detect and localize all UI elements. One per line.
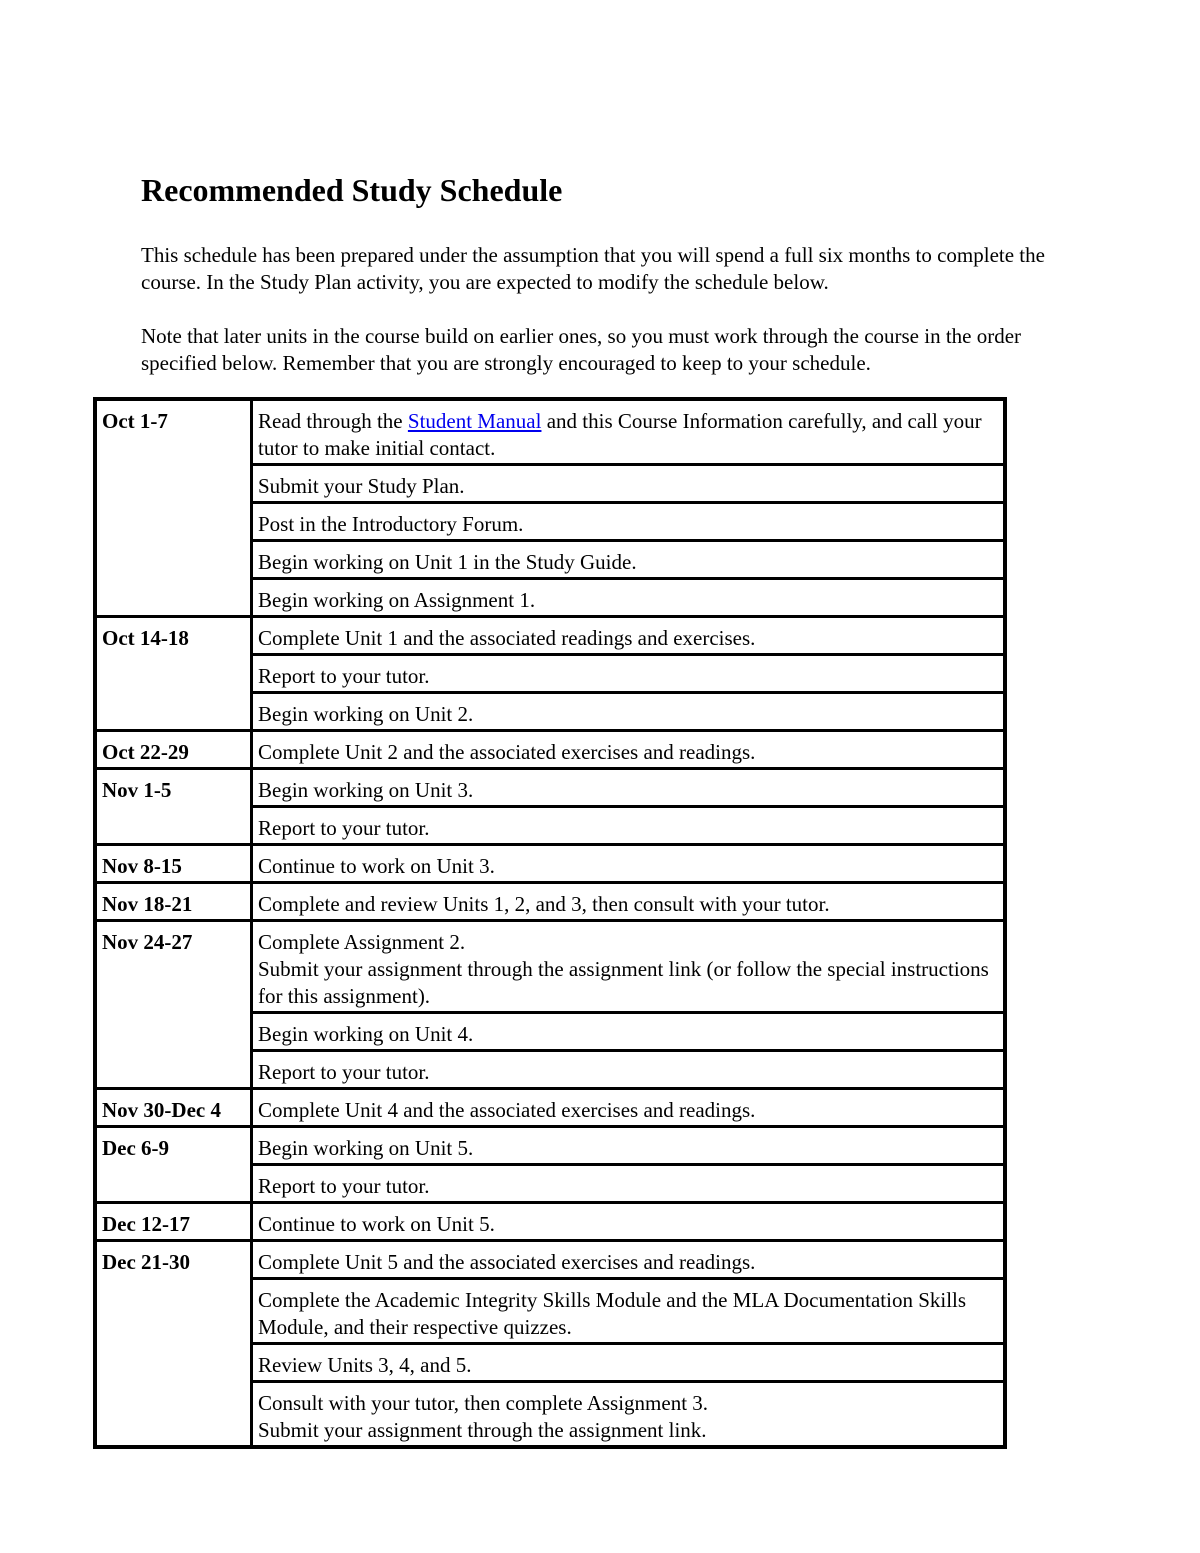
date-cell: Nov 24-27 (95, 921, 252, 1089)
table-row (95, 1241, 1005, 1279)
task-text: Submit your assignment through the assignment link. (258, 1418, 707, 1442)
task-cell (252, 883, 1006, 921)
table-row (95, 845, 1005, 883)
task-text: Report to your tutor. (258, 664, 430, 688)
date-cell: Dec 21-30 (95, 1241, 252, 1448)
table-row (95, 769, 1005, 807)
task-cell (252, 579, 1006, 617)
date-cell: Oct 22-29 (95, 731, 252, 769)
task-text: Review Units 3, 4, and 5. (258, 1353, 472, 1377)
task-cell (252, 1165, 1006, 1203)
table-row (95, 1089, 1005, 1127)
date-cell: Nov 1-5 (95, 769, 252, 845)
table-row (95, 883, 1005, 921)
task-text: Report to your tutor. (258, 1060, 430, 1084)
task-cell (252, 503, 1006, 541)
task-cell (252, 731, 1006, 769)
task-cell (252, 399, 1006, 465)
date-cell: Nov 8-15 (95, 845, 252, 883)
date-cell: Nov 18-21 (95, 883, 252, 921)
task-cell (252, 465, 1006, 503)
task-text: and this Course Information carefully, and call your tutor to make initial contact. (258, 409, 982, 460)
table-row (95, 617, 1005, 655)
task-text: Post in the Introductory Forum. (258, 512, 524, 536)
task-cell (252, 1127, 1006, 1165)
task-cell (252, 1344, 1006, 1382)
table-row (95, 1203, 1005, 1241)
task-text: Begin working on Unit 5. (258, 1136, 474, 1160)
task-cell (252, 693, 1006, 731)
task-text: Complete Unit 4 and the associated exercises and readings. (258, 1098, 756, 1122)
task-text: Complete Assignment 2. (258, 930, 466, 954)
task-cell (252, 1279, 1006, 1344)
task-cell (252, 1203, 1006, 1241)
task-text: Begin working on Unit 2. (258, 702, 474, 726)
table-row (95, 399, 1005, 465)
task-text: Begin working on Unit 4. (258, 1022, 474, 1046)
task-cell (252, 1382, 1006, 1448)
date-cell: Oct 1-7 (95, 399, 252, 617)
task-text: Continue to work on Unit 3. (258, 854, 495, 878)
schedule-table (93, 397, 1007, 1449)
date-cell: Oct 14-18 (95, 617, 252, 731)
task-cell (252, 1089, 1006, 1127)
task-text: Complete Unit 1 and the associated readings and exercises. (258, 626, 756, 650)
task-text: Begin working on Unit 1 in the Study Guide. (258, 550, 637, 574)
task-cell (252, 655, 1006, 693)
table-row (95, 1127, 1005, 1165)
table-row (95, 731, 1005, 769)
table-row (95, 921, 1005, 1013)
task-cell (252, 1051, 1006, 1089)
task-text: Continue to work on Unit 5. (258, 1212, 495, 1236)
document-body (141, 168, 1061, 404)
task-text: Complete Unit 5 and the associated exercises and readings. (258, 1250, 756, 1274)
task-text: Complete and review Units 1, 2, and 3, then consult with your tutor. (258, 892, 830, 916)
intro-paragraph: Note that later units in the course build on earlier ones, so you must work through the course in the order specified below. Remember that you are strongly encouraged to keep to your schedule. (141, 324, 1022, 375)
task-text: Report to your tutor. (258, 1174, 430, 1198)
task-cell (252, 807, 1006, 845)
task-text: Report to your tutor. (258, 816, 430, 840)
date-cell: Dec 12-17 (95, 1203, 252, 1241)
date-cell: Dec 6-9 (95, 1127, 252, 1203)
task-text: Submit your Study Plan. (258, 474, 465, 498)
task-text: Read through the (258, 409, 408, 433)
task-cell (252, 769, 1006, 807)
intro-paragraph: This schedule has been prepared under the assumption that you will spend a full six months to complete the course. In the Study Plan activity, you are expected to modify the schedule below. (141, 243, 1045, 294)
task-cell (252, 1241, 1006, 1279)
task-cell (252, 845, 1006, 883)
task-text: Begin working on Unit 3. (258, 778, 474, 802)
task-cell (252, 1013, 1006, 1051)
task-text: Consult with your tutor, then complete Assignment 3. (258, 1391, 709, 1415)
task-text: Begin working on Assignment 1. (258, 588, 536, 612)
task-text: Complete Unit 2 and the associated exercises and readings. (258, 740, 756, 764)
student-manual-link[interactable]: Student Manual (407, 409, 542, 433)
task-cell (252, 921, 1006, 1013)
task-text: Submit your assignment through the assignment link (or follow the special instructions for this assignment). (258, 957, 989, 1008)
task-cell (252, 617, 1006, 655)
task-cell (252, 541, 1006, 579)
task-text: Complete the Academic Integrity Skills Module and the MLA Documentation Skills Module, and their respective quizzes. (258, 1288, 967, 1339)
page-title: Recommended Study Schedule (141, 172, 563, 208)
date-cell: Nov 30-Dec 4 (95, 1089, 252, 1127)
